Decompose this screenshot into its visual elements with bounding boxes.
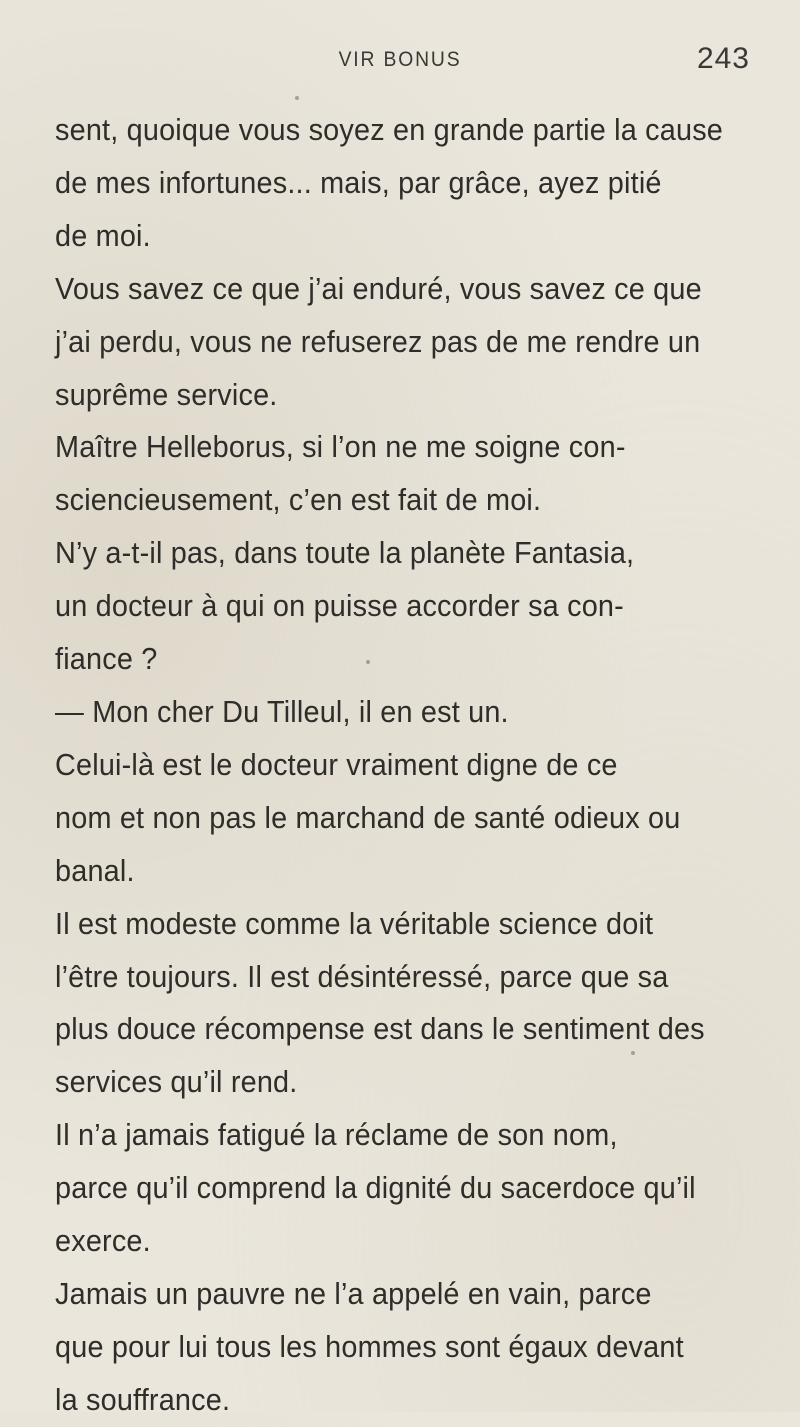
text-line: Maître Helleborus, si l’on ne me soigne con- xyxy=(55,429,626,465)
text-line: services qu’il rend. xyxy=(55,1064,298,1100)
text-line: de mes infortunes... mais, par grâce, ayez pitié xyxy=(55,164,662,200)
text-line: exerce. xyxy=(55,1223,151,1259)
text-line: N’y a-t-il pas, dans toute la planète Fantasia, xyxy=(55,535,635,571)
text-line: sent, quoique vous soyez en grande partie la cause xyxy=(55,112,724,147)
text-line: j’ai perdu, vous ne refuserez pas de me rendre un xyxy=(55,323,701,359)
text-line: Il n’a jamais fatigué la réclame de son nom, xyxy=(55,1117,618,1153)
text-line: un docteur à qui on puisse accorder sa con- xyxy=(55,588,624,624)
running-title: VIR BONUS xyxy=(338,48,462,71)
text-line: — Mon cher Du Tilleul, il en est un. xyxy=(55,693,509,729)
page-header xyxy=(0,42,800,84)
print-speck xyxy=(295,96,299,100)
body-text xyxy=(55,104,745,1427)
text-line: Celui-là est le docteur vraiment digne de ce xyxy=(55,746,618,782)
text-line: plus douce récompense est dans le sentiment des xyxy=(55,1011,705,1047)
text-line: de moi. xyxy=(55,217,151,253)
text-line: l’être toujours. Il est désintéressé, parce que sa xyxy=(55,958,669,994)
text-line: Il est modeste comme la véritable science doit xyxy=(55,905,654,941)
text-line: suprême service. xyxy=(55,376,278,412)
text-line: banal. xyxy=(55,852,135,888)
page-number: 243 xyxy=(696,42,750,75)
text-line: fiance ? xyxy=(55,641,158,677)
text-line: Jamais un pauvre ne l’a appelé en vain, parce xyxy=(55,1275,652,1311)
text-line: la souffrance. xyxy=(55,1381,231,1417)
text-line: Vous savez ce que j’ai enduré, vous savez ce que xyxy=(55,270,702,306)
text-line: sciencieusement, c’en est fait de moi. xyxy=(55,482,542,518)
text-line: nom et non pas le marchand de santé odieux ou xyxy=(55,799,681,835)
text-line: parce qu’il comprend la dignité du sacerdoce qu’il xyxy=(55,1170,696,1206)
text-line: que pour lui tous les hommes sont égaux devant xyxy=(55,1328,684,1364)
